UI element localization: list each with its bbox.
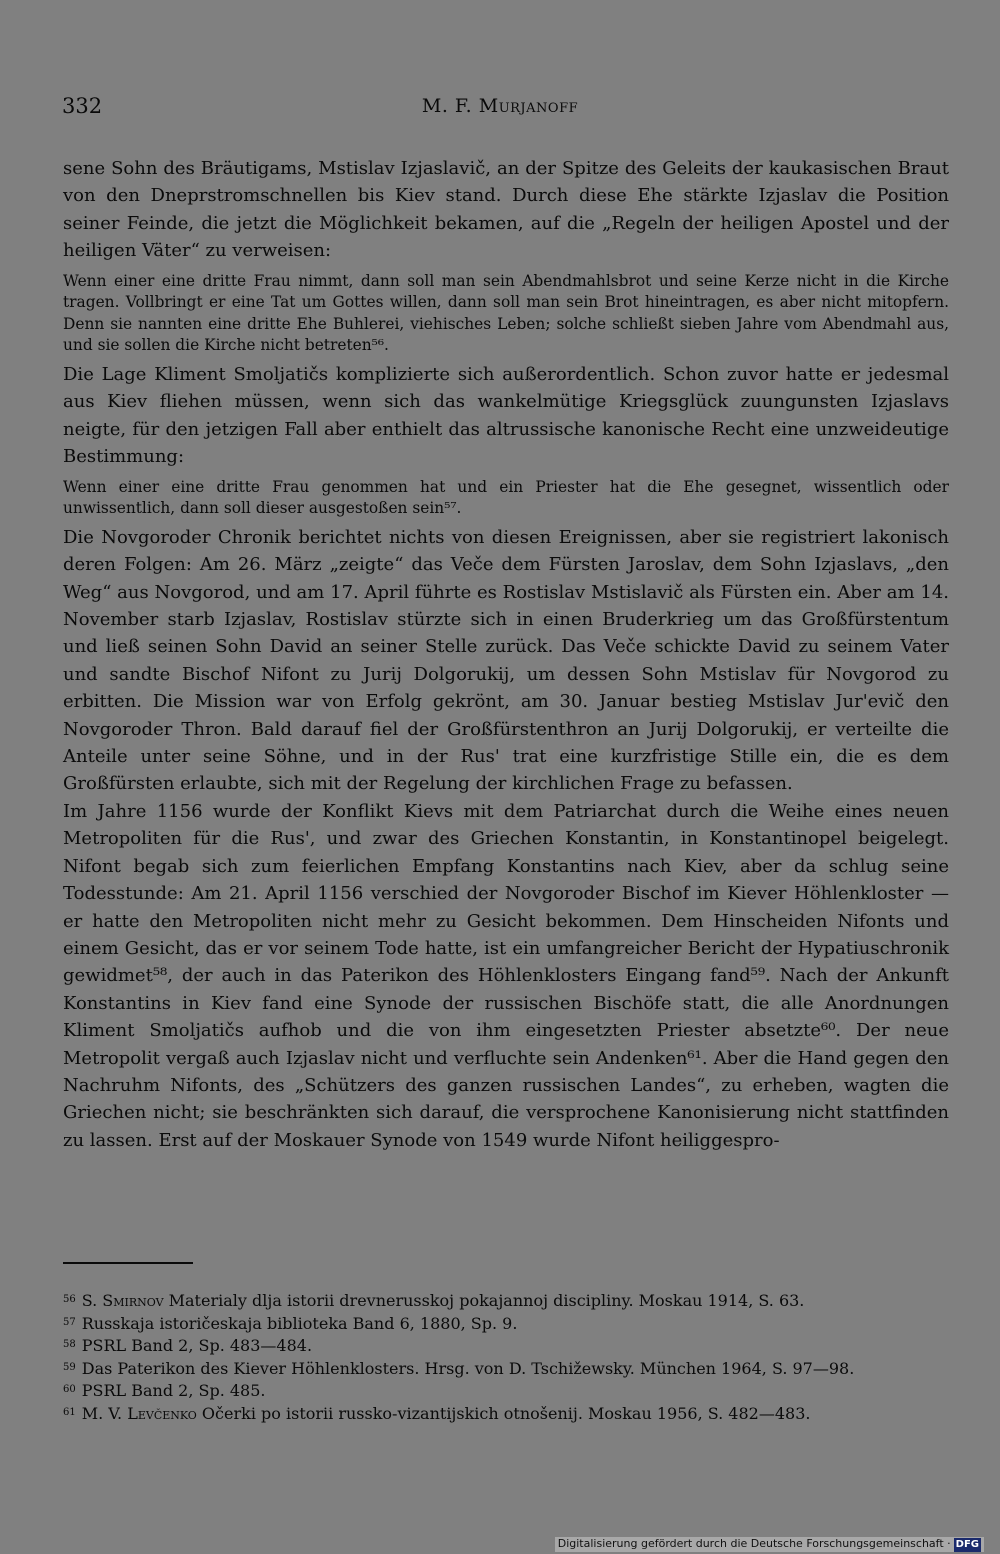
footnote-number: 60: [63, 1384, 76, 1396]
footnotes: [63, 1289, 949, 1425]
block-quote-2: Wenn einer eine dritte Frau genommen hat und ein Priester hat die Ehe gesegnet, wissentlich oder unwissentlich, dann soll dieser ausgestoßen sein⁵⁷.: [63, 477, 949, 518]
paragraph-4: Im Jahre 1156 wurde der Konflikt Kievs mit dem Patriarchat durch die Weihe eines neuen Metropoliten für die Rus', und zwar des Griechen Konstantin, in Konstantinopel beigelegt. Nifont begab sich zum feierlichen Empfang Konstantins nach Kiev, aber da schlug seine Todesstunde: Am 21. April 1156 verschied der Novgoroder Bischof im Kiever Höhlenkloster — er hatte den Metropoliten nicht mehr zu Gesicht bekommen. Dem Hinscheiden Nifonts und einem Gesicht, das er vor seinem Tode hatte, ist ein umfangreicher Bericht der Hypatiuschronik gewidmet⁵⁸, der auch in das Paterikon des Höhlenklosters Eingang fand⁵⁹. Nach der Ankunft Konstantins in Kiev fand eine Synode der russischen Bischöfe statt, die alle Anordnungen Kliment Smoljatičs aufhob und die von ihm eingesetzten Priester absetzte⁶⁰. Der neue Metropolit vergaß auch Izjaslav nicht und verfluchte sein Andenken⁶¹. Aber die Hand gegen den Nachruhm Nifonts, des „Schützers des ganzen russischen Landes“, zu erheben, wagten die Griechen nicht; sie beschränkten sich darauf, die versprochene Kanonisierung nicht stattfinden zu lassen. Erst auf der Moskauer Synode von 1549 wurde Nifont heiliggespro-: [63, 800, 949, 1151]
footnote-text: Russkaja istoričeskaja biblioteka Band 6, 1880, Sp. 9.: [81, 1313, 518, 1333]
footnote-text: PSRL Band 2, Sp. 483—484.: [81, 1336, 313, 1356]
footnote-number: 61: [63, 1406, 76, 1418]
dfg-logo: DFG: [955, 1539, 979, 1550]
author-surname: Murjanoff: [478, 95, 579, 117]
footnote-number: 59: [63, 1361, 76, 1373]
paragraph-1: sene Sohn des Bräutigams, Mstislav Izjaslavič, an der Spitze des Geleits der kaukasischen Braut von den Dneprstromschnellen bis Kiev stand. Durch diese Ehe stärkte Izjaslav die Position seiner Feinde, die jetzt die Möglichkeit bekamen, auf die „Regeln der heiligen Apostel und der heiligen Väter“ zu verweisen:: [63, 158, 949, 262]
footnote-number: 57: [63, 1316, 76, 1328]
digitization-credit: [555, 1537, 984, 1552]
footnote-author: M. V. Levčenko: [81, 1403, 197, 1423]
author-initials: M. F.: [421, 95, 473, 117]
footnote-divider: [63, 1262, 193, 1264]
paragraph-2: Die Lage Kliment Smoljatičs komplizierte sich außerordentlich. Schon zuvor hatte er jedesmal aus Kiev fliehen müssen, wenn sich das wankelmütige Kriegsglück zuungunsten Izjaslavs neigte, für den jetzigen Fall aber enthielt das altrussische kanonische Recht eine unzweideutige Bestimmung:: [63, 364, 949, 468]
credit-text: Digitalisierung gefördert durch die Deutsche Forschungsgemeinschaft ·: [557, 1537, 951, 1550]
footnote-59: [63, 1357, 949, 1380]
page-number: 332: [62, 94, 103, 118]
footnote-57: [63, 1312, 949, 1335]
footnote-61: [63, 1402, 949, 1425]
footnote-60: [63, 1379, 949, 1402]
block-quote-1: Wenn einer eine dritte Frau nimmt, dann soll man sein Abendmahlsbrot und seine Kerze nicht in die Kirche tragen. Vollbringt er eine Tat um Gottes willen, dann soll man sein Brot hineintragen, es aber nicht mitopfern. Denn sie nannten eine dritte Ehe Buhlerei, viehisches Leben; solche schließt sieben Jahre vom Abendmahl aus, und sie sollen die Kirche nicht betreten⁵⁶.: [63, 271, 949, 355]
footnote-58: [63, 1334, 949, 1357]
footnote-number: 56: [63, 1294, 76, 1305]
footnote-author: S. Smirnov: [81, 1291, 164, 1310]
footnote-56: [63, 1289, 949, 1312]
footnote-number: 58: [63, 1339, 76, 1351]
footnote-text: Materialy dlja istorii drevnerusskoj pokajannoj discipliny. Moskau 1914, S. 63.: [163, 1291, 805, 1310]
footnote-text: PSRL Band 2, Sp. 485.: [81, 1381, 266, 1401]
body-text: [63, 155, 949, 1154]
footnote-text: Očerki po istorii russko-vizantijskich otnošenij. Moskau 1956, S. 482—483.: [196, 1403, 811, 1423]
paragraph-3: Die Novgoroder Chronik berichtet nichts von diesen Ereignissen, aber sie registriert lakonisch deren Folgen: Am 26. März „zeigte“ das Veče dem Fürsten Jaroslav, dem Sohn Izjaslavs, „den Weg“ aus Novgorod, und am 17. April führte es Rostislav Mstislavič als Fürsten ein. Aber am 14. November starb Izjaslav, Rostislav stürzte sich in einen Bruderkrieg um das Großfürstentum und ließ seinen Sohn David an seiner Stelle zurück. Das Veče schickte David zu seinem Vater und sandte Bischof Nifont zu Jurij Dolgorukij, um dessen Sohn Mstislav für Novgorod zu erbitten. Die Mission war von Erfolg gekrönt, am 30. Januar bestieg Mstislav Jur'evič den Novgoroder Thron. Bald darauf fiel der Großfürstenthron an Jurij Dolgorukij, er verteilte die Anteile unter seine Söhne, und in der Rus' trat eine kurzfristige Stille ein, die es dem Großfürsten erlaubte, sich mit der Regelung der kirchlichen Frage zu befassen.: [63, 526, 949, 795]
running-head: [0, 93, 1000, 119]
footnote-text: Das Paterikon des Kiever Höhlenklosters. Hrsg. von D. Tschižewsky. München 1964, S. 97—98.: [81, 1358, 855, 1378]
